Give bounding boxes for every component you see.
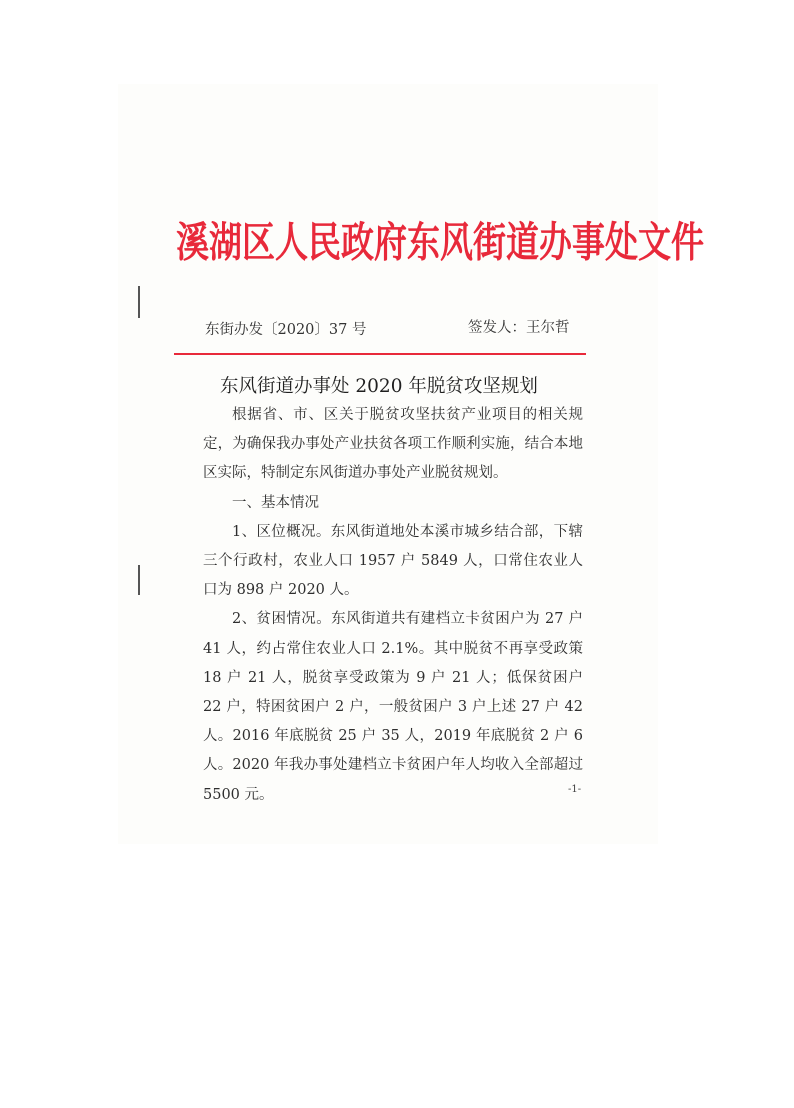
signer-label: 签发人：王尔哲 [468, 320, 570, 336]
document-body [203, 401, 583, 810]
document-number: 东街办发〔2020〕37 号 [205, 322, 367, 338]
binding-mark-bottom [138, 565, 140, 595]
page-number: -1- [568, 784, 582, 795]
paragraph-poverty: 2、贫困情况。东风街道共有建档立卡贫困户为 27 户 41 人，约占常住农业人口 2.1%。其中脱贫不再享受政策 18 户 21 人，脱贫享受政策为 9 户 21 人；低保贫困户 22 户，特困贫困户 2 户，一般贫困户 3 户上述 27 户 42 人。2016 年底脱贫 25 户 35 人，2019 年底脱贫 2 户 6 人。2020 年我办事处建档立卡贫困户年人均收入全部超过 5500 元。 [203, 611, 583, 803]
red-divider-line [174, 353, 586, 355]
binding-mark-top [138, 286, 140, 318]
org-header-title: 溪湖区人民政府东风街道办事处文件 [176, 217, 704, 267]
section-heading-basic-info: 一、基本情况 [232, 494, 319, 511]
paragraph-intro: 根据省、市、区关于脱贫攻坚扶贫产业项目的相关规定，为确保我办事处产业扶贫各项工作顺利实施，结合本地区实际，特制定东风街道办事处产业脱贫规划。 [203, 407, 583, 482]
paragraph-location: 1、区位概况。东风街道地处本溪市城乡结合部，下辖三个行政村，农业人口 1957 户 5849 人，口常住农业人口为 898 户 2020 人。 [203, 523, 583, 599]
document-title: 东风街道办事处 2020 年脱贫攻坚规划 [220, 376, 538, 397]
